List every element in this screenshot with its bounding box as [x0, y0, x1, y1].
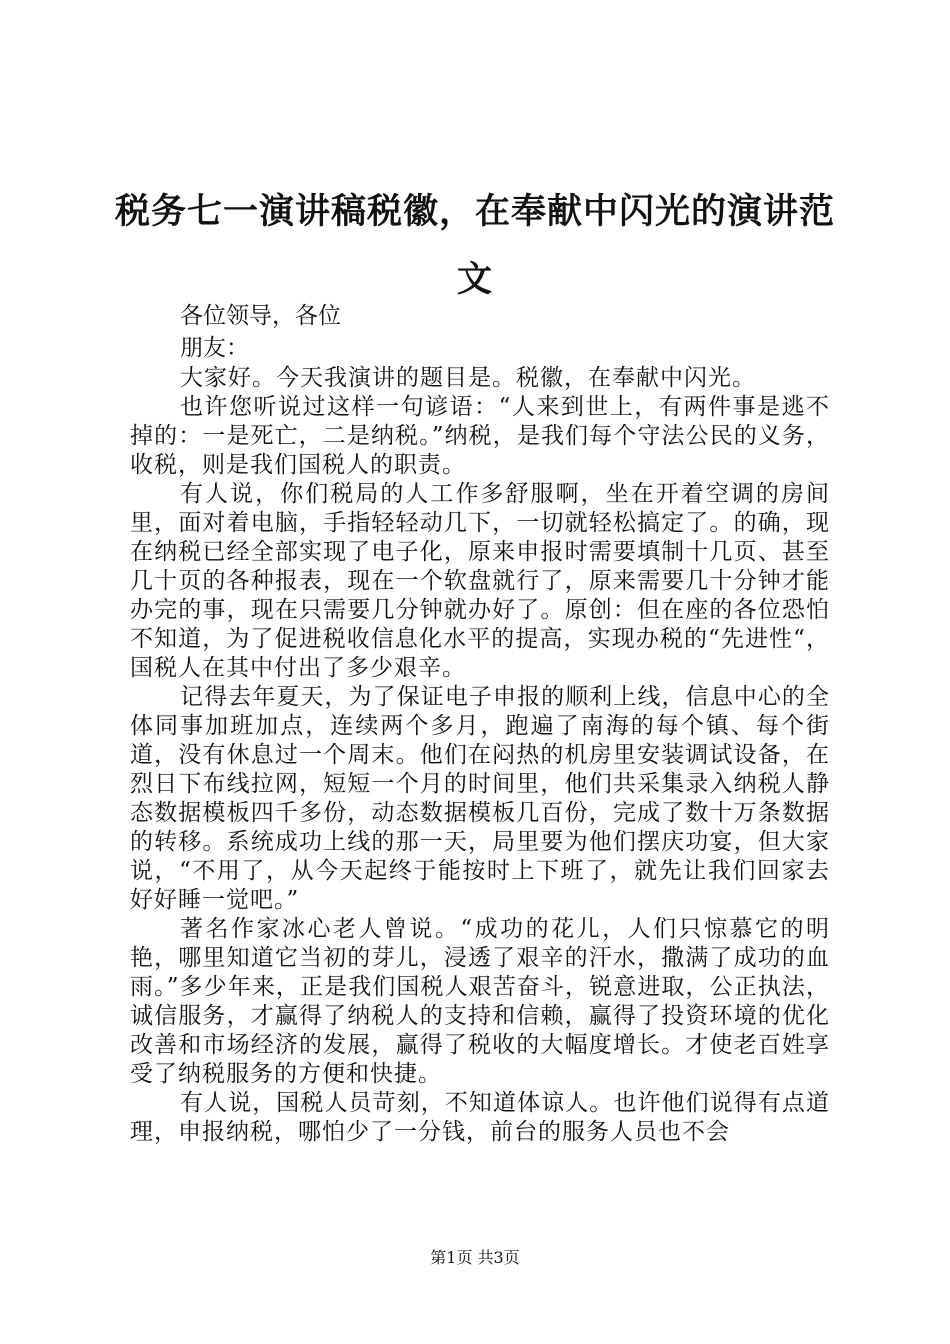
paragraph: 有人说，国税人员苛刻，不知道体谅人。也许他们说得有点道理，申报纳税，哪怕少了一分钱，前台的服务人员也不会 [130, 1090, 830, 1145]
paragraph: 记得去年夏天，为了保证电子申报的顺利上线，信息中心的全体同事加班加点，连续两个多月，跑遍了南海的每个镇、每个街道，没有休息过一个周末。他们在闷热的机房里安装调试设备，在烈日下布线拉网，短短一个月的时间里，他们共采集录入纳税人静态数据模板四千多份，动态数据模板几百份，完成了数十万条数据的转移。系统成功上线的那一天，局里要为他们摆庆功宴，但大家说，“不用了，从今天起终于能按时上下班了，就先让我们回家去好好睡一觉吧。” [130, 684, 830, 913]
document-title: 税务七一演讲稿税徽，在奉献中闪光的演讲范文 [114, 191, 835, 300]
document-body [130, 364, 830, 1147]
salutation-line-2: 朋友： [180, 335, 249, 361]
paragraph: 著名作家冰心老人曾说。“成功的花儿，人们只惊慕它的明艳，哪里知道它当初的芽儿，浸透了艰辛的汗水，撒满了成功的血雨。”多少年来，正是我们国税人艰苦奋斗，锐意进取，公正执法，诚信服务，才赢得了纳税人的支持和信赖，赢得了投资环境的优化改善和市场经济的发展，赢得了税收的大幅度增长。才使老百姓享受了纳税服务的方便和快捷。 [130, 916, 830, 1087]
salutation-line-1: 各位领导，各位 [180, 303, 341, 329]
salutation [180, 300, 341, 364]
paragraph: 有人说，你们税局的人工作多舒服啊，坐在开着空调的房间里，面对着电脑，手指轻轻动几下，一切就轻松搞定了。的确，现在纳税已经全部实现了电子化，原来申报时需要填制十几页、甚至几十页的各种报表，现在一个软盘就行了，原来需要几十分钟才能办完的事，现在只需要几分钟就办好了。原创：但在座的各位恐怕不知道，为了促进税收信息化水平的提高，实现办税的“先进性“，国税人在其中付出了多少艰辛。 [130, 481, 830, 681]
paragraph: 也许您听说过这样一句谚语：“人来到世上，有两件事是逃不掉的：一是死亡，二是纳税。”纳税，是我们每个守法公民的义务，收税，则是我们国税人的职责。 [130, 394, 830, 478]
page-footer: 第1页 共3页 [430, 1248, 520, 1267]
paragraph: 大家好。今天我演讲的题目是。税徽，在奉献中闪光。 [180, 365, 756, 391]
